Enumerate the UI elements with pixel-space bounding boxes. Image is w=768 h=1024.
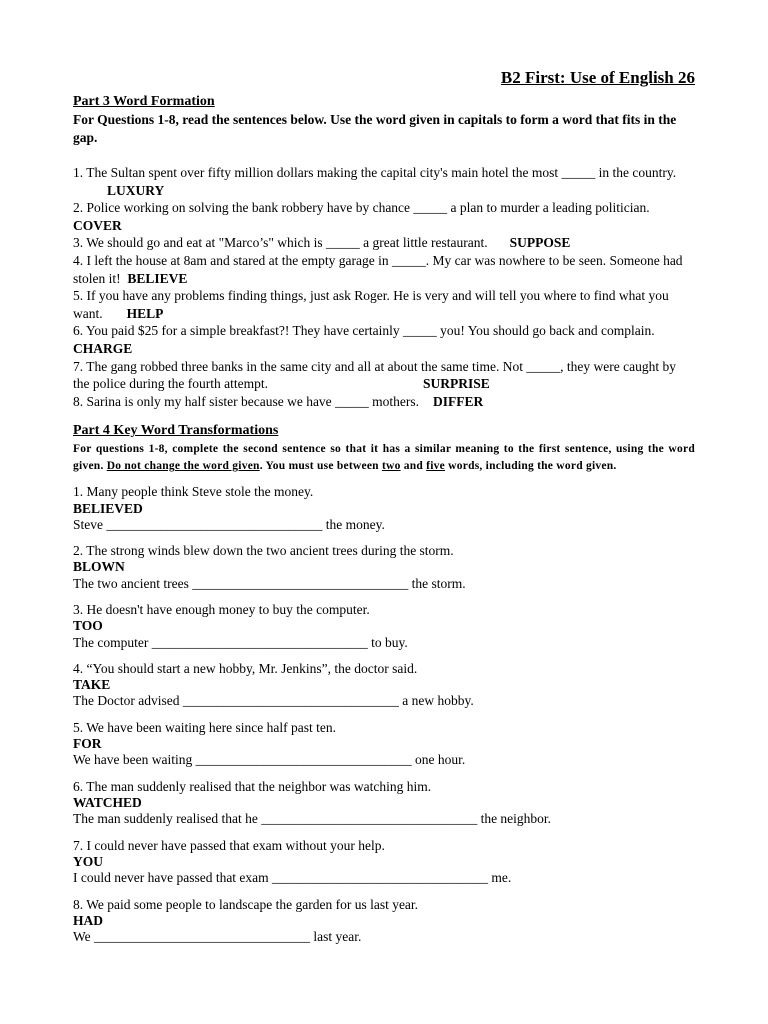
keyword: HELP (126, 305, 164, 321)
list-item (73, 602, 695, 651)
list-item (73, 543, 695, 592)
part4-title: Part 4 Key Word Transformations (73, 423, 279, 439)
instruction-text: and (400, 460, 427, 473)
question-sentence: 5. We have been waiting here since half past ten. (73, 719, 336, 735)
part3-question-list (73, 164, 695, 410)
question-sentence: 2. The strong winds blew down the two ancient trees during the storm. (73, 543, 454, 559)
answer-gap-line: Steve ________________________________ the money. (73, 516, 385, 532)
instruction-emphasis: five (426, 460, 446, 473)
list-item (73, 234, 695, 252)
keyword: FOR (73, 736, 102, 752)
list-item (73, 252, 695, 287)
list-item (73, 287, 695, 322)
question-sentence: 8. We paid some people to landscape the garden for us last year. (73, 896, 419, 912)
instruction-text: . You must use between (259, 460, 382, 473)
question-text: 4. I left the house at 8am and stared at the empty garage in _____. My car was nowhere to be seen. Someone had stolen it! (73, 252, 683, 286)
answer-gap-line: The man suddenly realised that he ________________________________ the neighbor. (73, 811, 552, 827)
keyword: LUXURY (107, 182, 165, 198)
keyword: WATCHED (73, 795, 142, 811)
list-item (73, 164, 695, 199)
list-item (73, 897, 695, 946)
question-text: 2. Police working on solving the bank robbery have by chance _____ a plan to murder a leading politician. (73, 200, 650, 216)
instruction-emphasis: Do not change the word given (106, 460, 260, 473)
list-item (73, 322, 695, 357)
list-item (73, 358, 695, 393)
part3-title: Part 3 Word Formation (73, 94, 215, 109)
part4-instructions (73, 441, 695, 475)
list-item (73, 838, 695, 887)
list-item (73, 484, 695, 533)
part4-question-list (73, 484, 695, 945)
keyword: TAKE (73, 677, 111, 693)
keyword: DIFFER (433, 393, 484, 409)
keyword: SURPRISE (422, 376, 490, 392)
keyword: BELIEVED (73, 500, 143, 516)
keyword: YOU (73, 853, 103, 869)
question-sentence: 7. I could never have passed that exam without your help. (73, 837, 385, 853)
question-text: 8. Sarina is only my half sister because we have _____ mothers. (73, 393, 420, 409)
part3-section (73, 93, 695, 410)
list-item (73, 720, 695, 769)
keyword: SUPPOSE (509, 235, 571, 251)
document-title: B2 First: Use of English 26 (500, 68, 695, 87)
instruction-text: words, including the word given. (445, 460, 617, 473)
answer-gap-line: We have been waiting ________________________________ one hour. (73, 752, 466, 768)
answer-gap-line: The computer ________________________________ to buy. (73, 634, 408, 650)
keyword: COVER (73, 217, 122, 233)
instruction-emphasis: two (381, 460, 401, 473)
keyword: BLOWN (73, 559, 125, 575)
question-text: 7. The gang robbed three banks in the same city and all at about the same time. Not _____, they were caught by the police during the fourth attempt. (73, 358, 676, 392)
worksheet-page (73, 66, 695, 956)
keyword: HAD (73, 912, 103, 928)
keyword: TOO (73, 618, 103, 634)
question-text: 3. We should go and eat at "Marco’s" which is _____ a great little restaurant. (73, 235, 488, 251)
question-sentence: 6. The man suddenly realised that the neighbor was watching him. (73, 778, 432, 794)
keyword: BELIEVE (127, 270, 188, 286)
question-sentence: 3. He doesn't have enough money to buy the computer. (73, 602, 370, 618)
part3-instructions: For Questions 1-8, read the sentences below. Use the word given in capitals to form a word that fits in the gap. (73, 112, 677, 145)
instruction-text: For questions 1-8, complete the second sentence so that it has a similar meaning to the first sentence, using the word given. (73, 443, 695, 473)
part4-section (73, 422, 695, 945)
answer-gap-line: We ________________________________ last year. (73, 929, 362, 945)
list-item (73, 199, 695, 234)
question-text: 5. If you have any problems finding things, just ask Roger. He is very and will tell you where to find what you want. (73, 288, 669, 321)
keyword: CHARGE (73, 340, 133, 356)
list-item (73, 393, 695, 411)
answer-gap-line: The Doctor advised ________________________________ a new hobby. (73, 693, 474, 709)
list-item (73, 661, 695, 710)
question-text: 6. You paid $25 for a simple breakfast?! They have certainly _____ you! You should go back and complain. (73, 323, 655, 339)
list-item (73, 779, 695, 828)
question-sentence: 1. Many people think Steve stole the money. (73, 484, 314, 500)
answer-gap-line: The two ancient trees ________________________________ the storm. (73, 575, 466, 591)
question-text: 1. The Sultan spent over fifty million dollars making the capital city's main hotel the most _____ in the country. (73, 165, 677, 180)
answer-gap-line: I could never have passed that exam ________________________________ me. (73, 870, 512, 886)
question-sentence: 4. “You should start a new hobby, Mr. Jenkins”, the doctor said. (73, 661, 418, 677)
